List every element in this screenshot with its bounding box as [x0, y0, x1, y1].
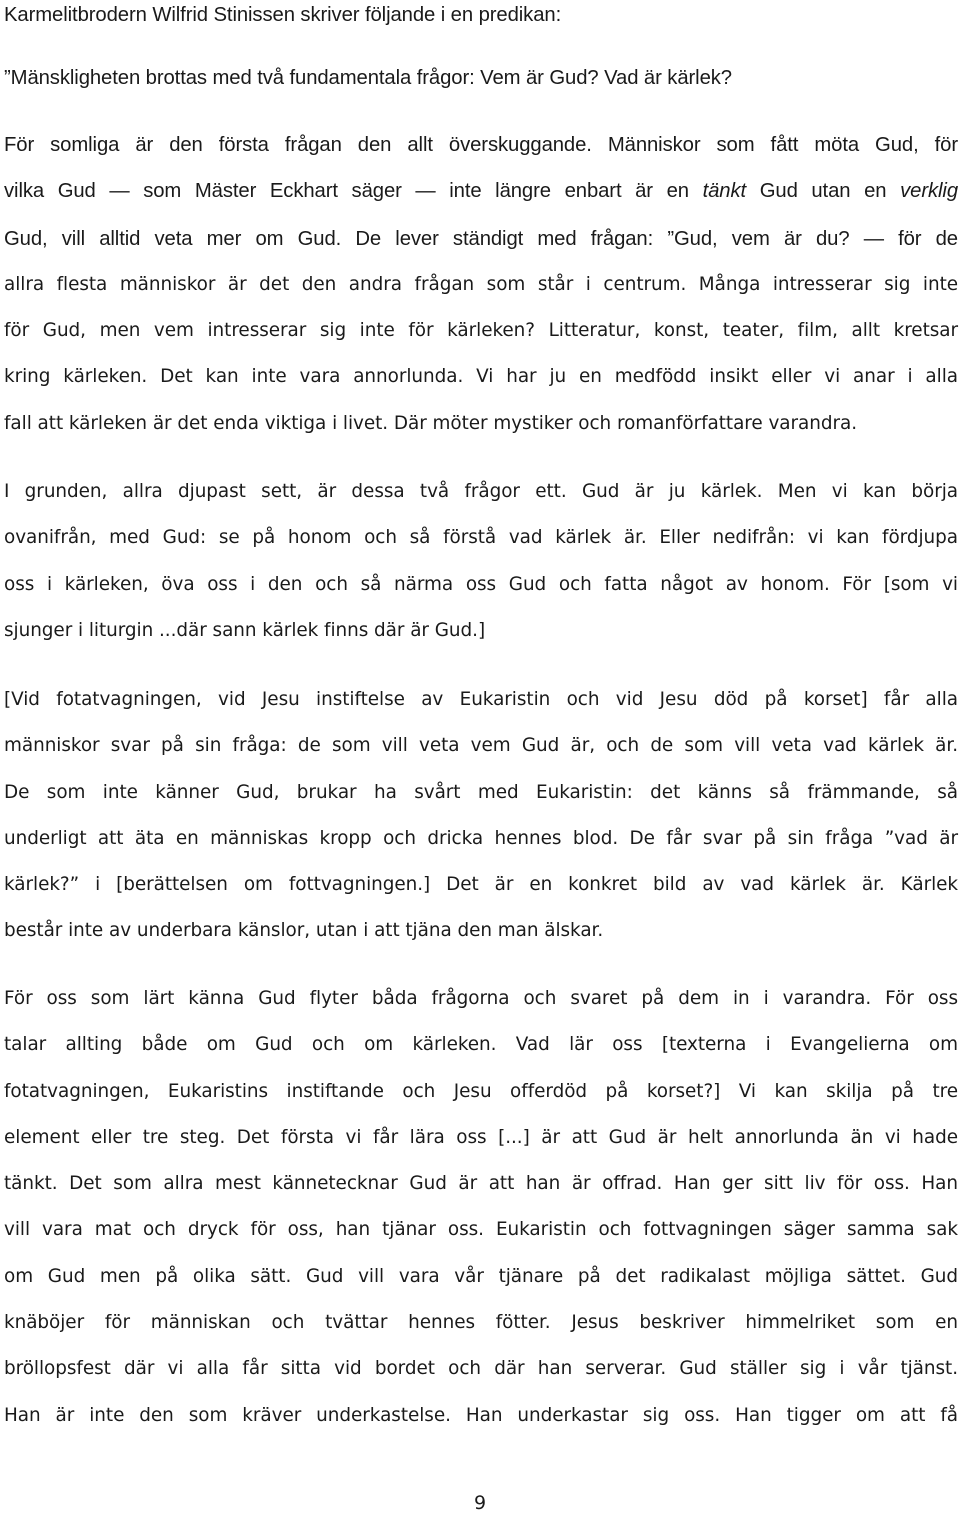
p1-em-tankt: tänkt	[702, 180, 747, 203]
p3-line-2: människor svar på sin fråga: de som vill veta vem Gud är, och de som vill veta vad kärlek är.	[4, 735, 958, 757]
p4-line-1: För oss som lärt känna Gud flyter båda frågorna och svaret på dem in i varandra. För oss	[4, 988, 958, 1009]
quote-paragraph	[4, 55, 958, 101]
p1-line-6: kring kärleken. Det kan inte vara annorlunda. Vi har ju en medfödd insikt eller vi anar i alla	[4, 366, 958, 388]
p3-line-4: underligt att äta en människas kropp och dricka hennes blod. De får svar på sin fråga ”vad är	[4, 827, 958, 849]
paragraph-2	[4, 469, 958, 654]
p1-line-5: för Gud, men vem intresserar sig inte för kärleken? Litteratur, konst, teater, film, allt kretsar	[4, 320, 958, 342]
p4-line-2: talar allting både om Gud och om kärleken. Vad lär oss [texterna i Evangelierna om	[4, 1034, 958, 1056]
p2-line-2: ovanifrån, med Gud: se på honom och så förstå vad kärlek är. Eller nedifrån: vi kan fördjupa	[4, 527, 958, 549]
p4-line-10: Han är inte den som kräver underkastelse. Han underkastar sig oss. Han tigger om att få	[4, 1404, 958, 1426]
p3-line-1: [Vid fotatvagningen, vid Jesu instiftelse av Eukaristin och vid Jesu död på korset] får alla	[4, 689, 958, 710]
p4-line-5: tänkt. Det som allra mest kännetecknar Gud är att han är offrad. Han ger sitt liv för oss. Han	[4, 1173, 958, 1195]
p1-line-3b: — för de	[849, 227, 958, 250]
p4-line-6: vill vara mat och dryck för oss, han tjänar oss. Eukaristin och fottvagningen säger samma sak	[4, 1219, 958, 1241]
quote-line: ”Mänskligheten brottas med två fundamentala frågor: Vem är Gud? Vad är kärlek?	[4, 67, 732, 89]
p1-line-3	[4, 215, 958, 262]
p1-line-7: fall att kärleken är det enda viktiga i livet. Där möter mystiker och romanförfattare varandra.	[4, 412, 857, 434]
p1-em-verklig: verklig	[900, 180, 958, 203]
p3-line-5: kärlek?” i [berättelsen om fottvagningen.] Det är en konkret bild av vad kärlek är. Kärlek	[4, 874, 958, 896]
p1-line-1: För somliga är den första frågan den allt överskuggande. Människor som fått möta Gud, för	[4, 134, 958, 156]
p2-line-3: oss i kärleken, öva oss i den och så närma oss Gud och fatta något av honom. För [som vi	[4, 573, 958, 595]
p4-line-8: knäböjer för människan och tvättar hennes fötter. Jesus beskriver himmelriket som en	[4, 1312, 958, 1334]
paragraph-3	[4, 677, 958, 955]
p3-line-3: De som inte känner Gud, brukar ha svårt med Eukaristin: det känns så främmande, så	[4, 781, 958, 803]
p1-line-2	[4, 168, 958, 214]
paragraph-1	[4, 122, 958, 447]
intro-line: Karmelitbrodern Wilfrid Stinissen skriver följande i en predikan:	[4, 4, 562, 26]
intro-paragraph	[4, 0, 958, 38]
p1-line-2a: vilka Gud — som Mäster Eckhart säger — inte längre enbart är en	[4, 180, 703, 203]
p2-line-4: sjunger i liturgin ...där sann kärlek finns där är Gud.]	[4, 619, 486, 641]
p2-line-1: I grunden, allra djupast sett, är dessa två frågor ett. Gud är ju kärlek. Men vi kan börja	[4, 481, 958, 502]
p1-line-4: allra flesta människor är det den andra frågan som står i centrum. Många intresserar sig inte	[4, 273, 958, 295]
p4-line-4: element eller tre steg. Det första vi får lära oss [...] är att Gud är helt annorlunda än vi hade	[4, 1126, 958, 1148]
p1-line-2b: Gud utan en	[746, 180, 901, 203]
page-number: 9	[473, 1492, 487, 1514]
p3-line-6: består inte av underbara känslor, utan i att tjäna den man älskar.	[4, 920, 604, 942]
p4-line-3: fotatvagningen, Eukaristins instiftande och Jesu offerdöd på korset?] Vi kan skilja på tre	[4, 1080, 958, 1102]
p1-line-3a: Gud, vill alltid veta mer om Gud. De lever ständigt med frågan: ”Gud, vem är du?	[4, 227, 850, 250]
p4-line-7: om Gud men på olika sätt. Gud vill vara vår tjänare på det radikalast möjliga sättet. Gud	[4, 1265, 958, 1287]
paragraph-4	[4, 976, 958, 1439]
p4-line-9: bröllopsfest där vi alla får sitta vid bordet och där han serverar. Gud ställer sig i vår tjänst.	[4, 1358, 958, 1380]
